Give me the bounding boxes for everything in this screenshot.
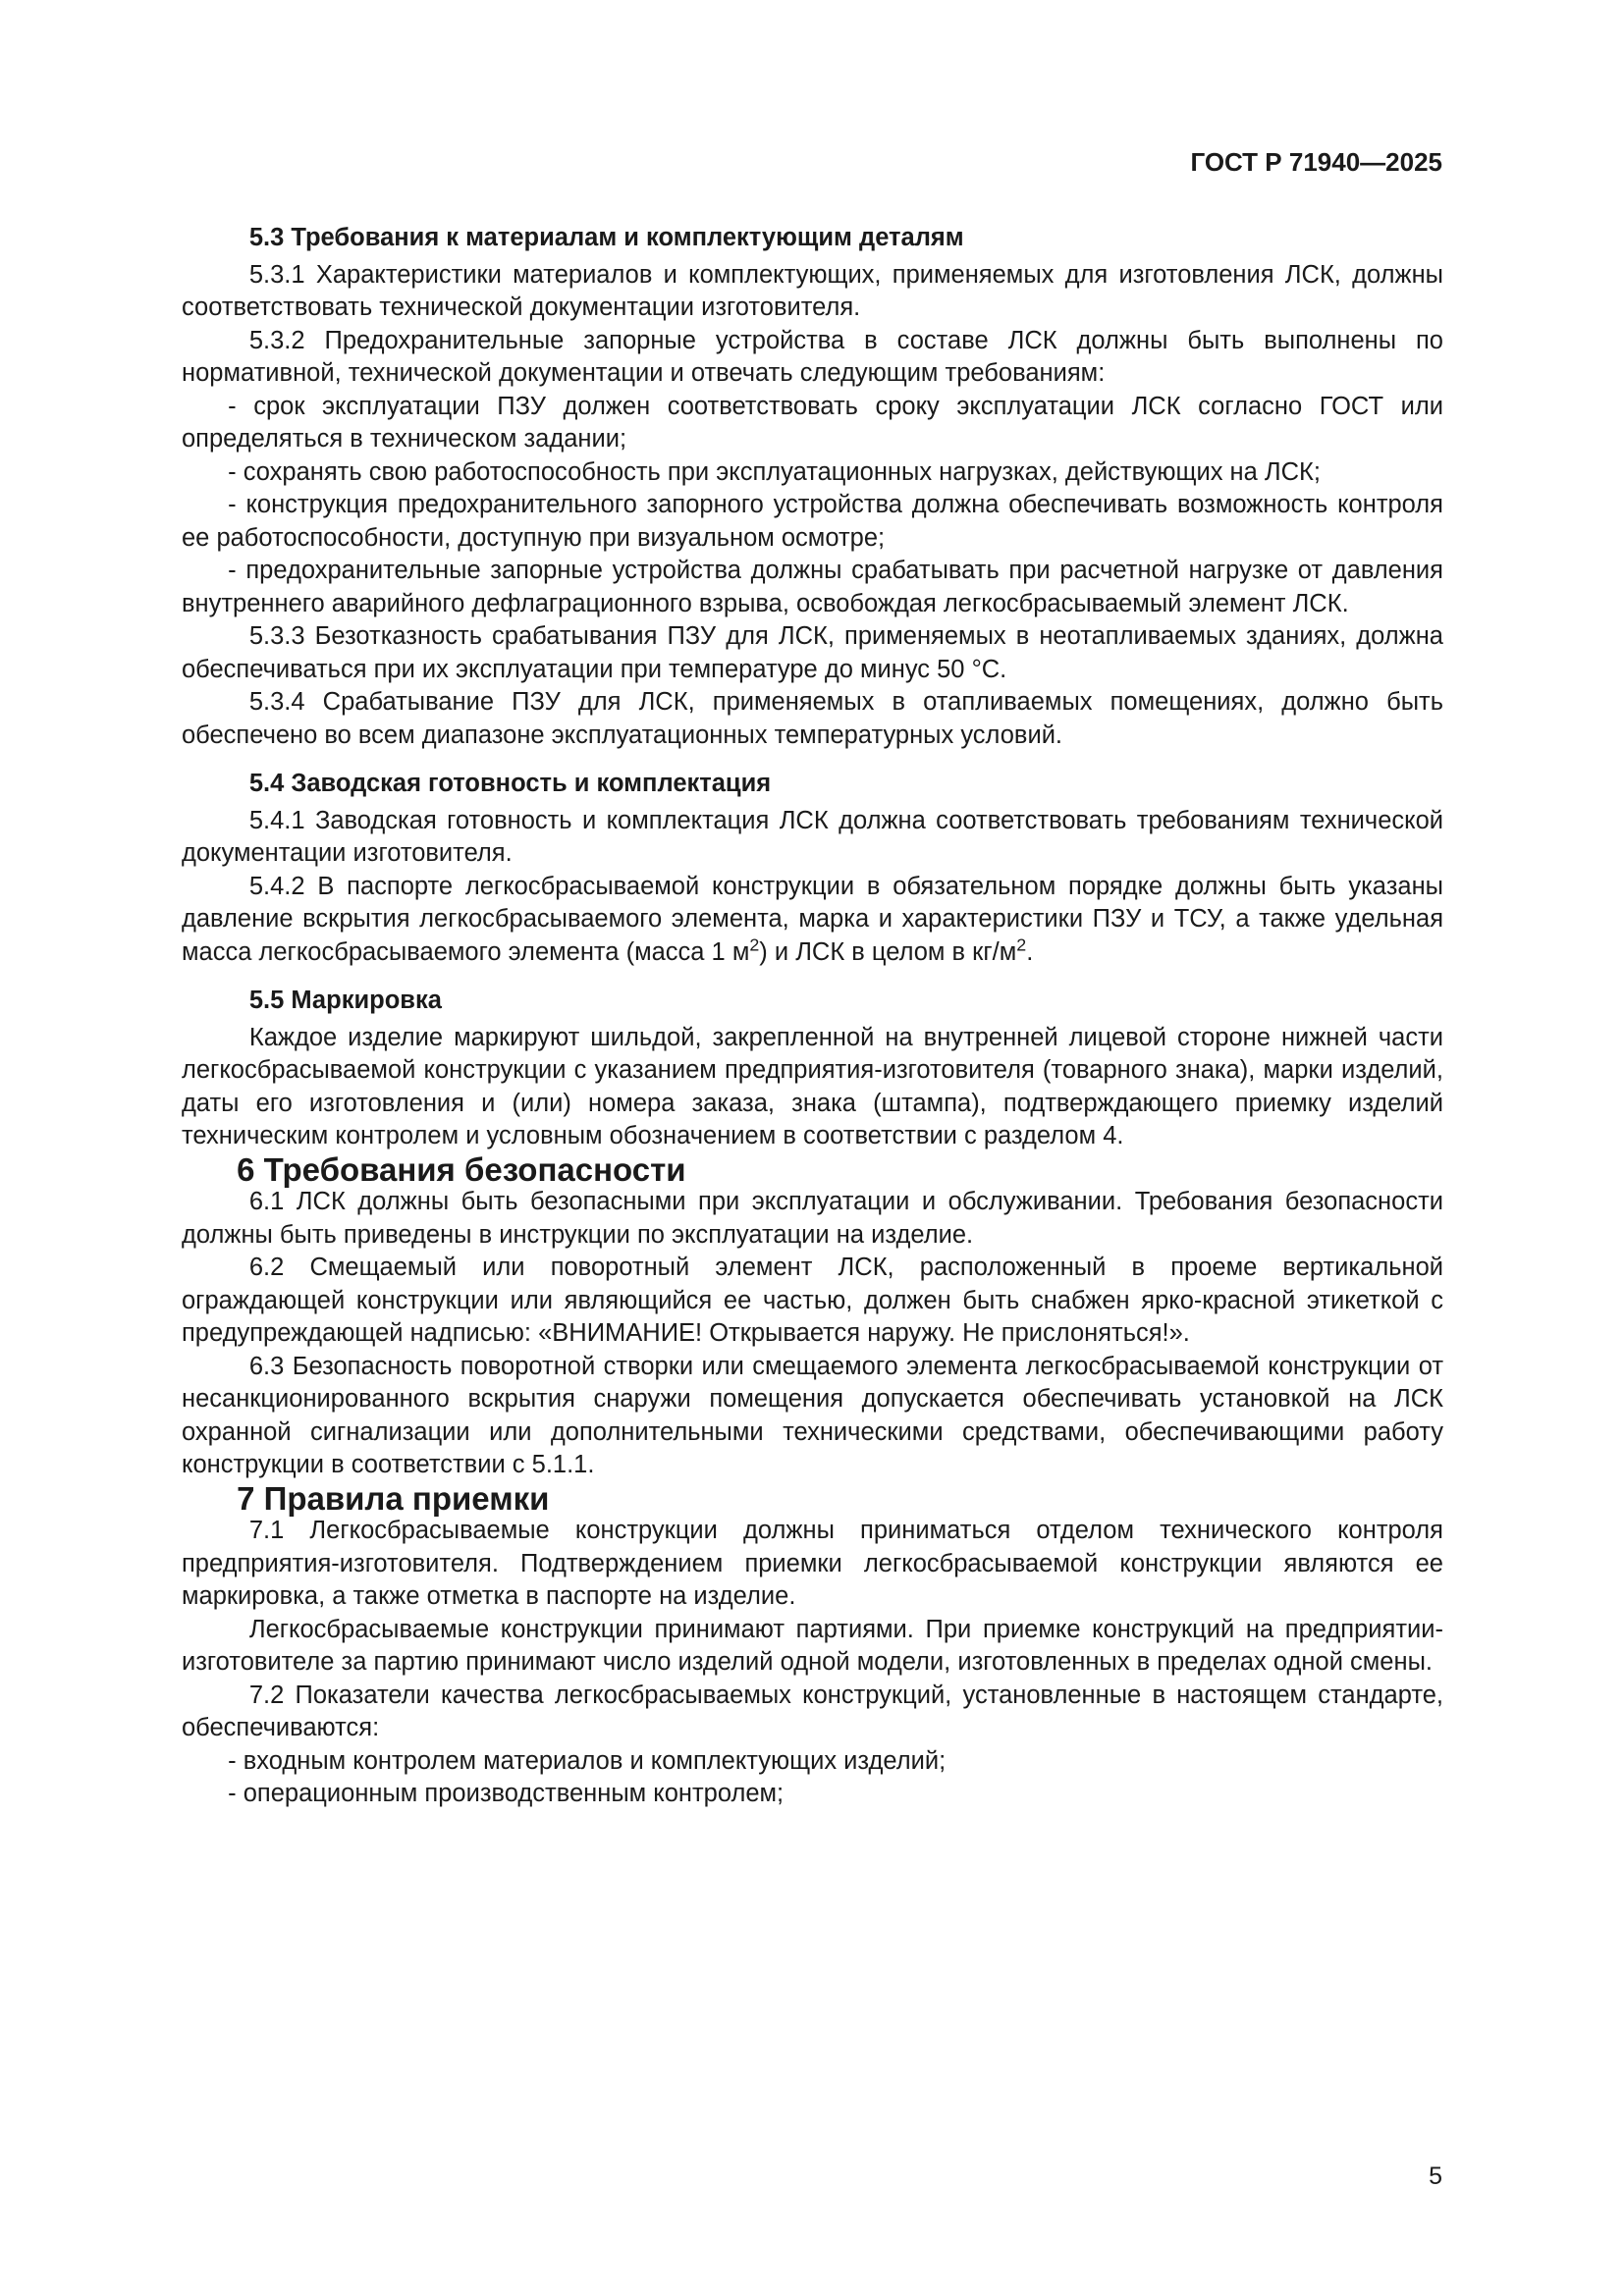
standard-designation: ГОСТ Р 71940—2025: [1190, 147, 1442, 177]
list-item: - предохранительные запорные устройства должны срабатывать при расчетной нагрузке от давления внутреннего аварийного дефлаграционного взрыва, освобождая легкосбрасываемый элемент ЛСК.: [182, 557, 1443, 617]
section-5-4-heading: 5.4 Заводская готовность и комплектация: [248, 770, 772, 797]
list-item: - срок эксплуатации ПЗУ должен соответствовать сроку эксплуатации ЛСК согласно ГОСТ или определяться в техническом задании;: [182, 392, 1443, 453]
list-item: - входным контролем материалов и комплектующих изделий;: [228, 1746, 947, 1775]
paragraph-7-2: 7.2 Показатели качества легкосбрасываемых конструкций, установленные в настоящем стандарте, обеспечиваются:: [182, 1681, 1443, 1741]
paragraph-7-1: 7.1 Легкосбрасываемые конструкции должны приниматься отделом технического контроля предприятия-изготовителя. Подтверждением приемки легкосбрасываемой конструкции являются ее маркировка, а также отметка в паспорте на изделие.: [182, 1517, 1443, 1610]
section-7-heading: 7 Правила приемки: [237, 1479, 550, 1517]
section-5-3-heading: 5.3 Требования к материалам и комплектующим деталям: [248, 224, 964, 251]
paragraph-5-3-2: 5.3.2 Предохранительные запорные устройства в составе ЛСК должны быть выполнены по нормативной, технической документации и отвечать следующим требованиям:: [182, 326, 1443, 387]
paragraph-5-3-1: 5.3.1 Характеристики материалов и комплектующих, применяемых для изготовления ЛСК, должны соответствовать технической документации изготовителя.: [182, 260, 1443, 321]
paragraph-5-4-2: 5.4.2 В паспорте легкосбрасываемой конструкции в обязательном порядке должны быть указаны давление вскрытия легкосбрасываемого элемента, марка и характеристики ПЗУ и ТСУ, а также удельная масса легкосбрасываемого элемента (масса 1 $м^2$) и ЛСК в целом в $кг/м^2$.: [182, 872, 1443, 966]
section-5-5-heading: 5.5 Маркировка: [248, 987, 442, 1014]
list-item: - конструкция предохранительного запорного устройства должна обеспечивать возможность контроля ее работоспособности, доступную при визуальном осмотре;: [182, 491, 1443, 552]
paragraph-6-1: 6.1 ЛСК должны быть безопасными при эксплуатации и обслуживании. Требования безопасности должны быть приведены в инструкции по эксплуатации на изделие.: [182, 1188, 1443, 1249]
list-item: - сохранять свою работоспособность при эксплуатационных нагрузках, действующих на ЛСК;: [228, 457, 1321, 486]
paragraph-5-5: Каждое изделие маркируют шильдой, закрепленной на внутренней лицевой стороне нижней части легкосбрасываемой конструкции с указанием предприятия-изготовителя (товарного знака), марки изделий, даты его изготовления и (или) номера заказа, знака (штампа), подтверждающего приемку изделий техническим контролем и условным обозначением в соответствии с разделом 4.: [182, 1023, 1443, 1149]
document-body: [182, 222, 1443, 1811]
page-number: 5: [1429, 2163, 1442, 2190]
paragraph-5-3-3: 5.3.3 Безотказность срабатывания ПЗУ для ЛСК, применяемых в неотапливаемых зданиях, должна обеспечиваться при их эксплуатации при температуре до минус 50 °С.: [182, 622, 1443, 683]
paragraph-6-3: 6.3 Безопасность поворотной створки или смещаемого элемента легкосбрасываемой конструкции от несанкционированного вскрытия снаружи помещения допускается обеспечивать установкой на ЛСК охранной сигнализации или дополнительными техническими средствами, обеспечивающими работу конструкции в соответствии с 5.1.1.: [182, 1352, 1443, 1478]
paragraph-5-4-1: 5.4.1 Заводская готовность и комплектация ЛСК должна соответствовать требованиям технической документации изготовителя.: [182, 806, 1443, 867]
paragraph-7-1-batch: Легкосбрасываемые конструкции принимают партиями. При приемке конструкций на предприятии-изготовителе за партию принимают число изделий одной модели, изготовленных в пределах одной смены.: [182, 1615, 1443, 1676]
section-6-heading: 6 Требования безопасности: [237, 1150, 686, 1188]
paragraph-6-2: 6.2 Смещаемый или поворотный элемент ЛСК, расположенный в проеме вертикальной ограждающей конструкции или являющийся ее частью, должен быть снабжен ярко-красной этикеткой с предупреждающей надписью: «ВНИМАНИЕ! Открывается наружу. Не прислоняться!».: [182, 1254, 1443, 1347]
list-item: - операционным производственным контролем;: [228, 1780, 785, 1807]
paragraph-5-3-4: 5.3.4 Срабатывание ПЗУ для ЛСК, применяемых в отапливаемых помещениях, должно быть обеспечено во всем диапазоне эксплуатационных температурных условий.: [182, 688, 1443, 749]
